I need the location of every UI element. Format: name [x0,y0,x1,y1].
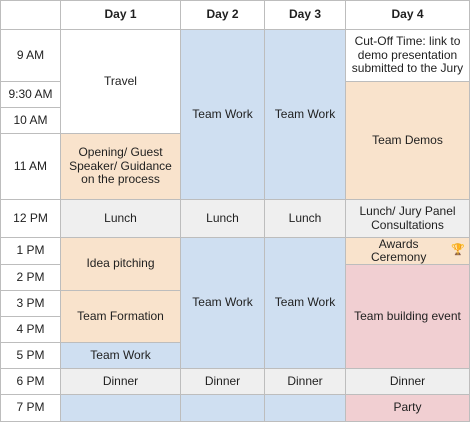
time-10am: 10 AM [0,107,61,134]
time-7pm: 7 PM [0,394,61,422]
day1-lunch: Lunch [60,199,181,238]
day4-cutoff-time: Cut-Off Time: link to demo presentation submitted to the Jury [345,29,470,82]
day1-travel: Travel [60,29,181,134]
day-3-header: Day 3 [264,0,346,30]
trophy-icon: 🏆 [451,244,465,257]
day-2-header: Day 2 [180,0,265,30]
day2-7pm [180,394,265,422]
day4-awards-ceremony [345,237,470,265]
day3-lunch: Lunch [264,199,346,238]
time-5pm: 5 PM [0,342,61,369]
time-9am: 9 AM [0,29,61,82]
day2-team-work-afternoon: Team Work [180,237,265,369]
day-4-header: Day 4 [345,0,470,30]
day1-idea-pitching: Idea pitching [60,237,181,291]
day4-team-building: Team building event [345,264,470,369]
time-3pm: 3 PM [0,290,61,317]
time-12pm: 12 PM [0,199,61,238]
day3-7pm [264,394,346,422]
day1-team-formation: Team Formation [60,290,181,343]
day3-dinner: Dinner [264,368,346,395]
time-2pm: 2 PM [0,264,61,291]
day1-team-work: Team Work [60,342,181,369]
time-6pm: 6 PM [0,368,61,395]
corner-header [0,0,61,30]
day-1-header: Day 1 [60,0,181,30]
time-4pm: 4 PM [0,316,61,343]
time-11am: 11 AM [0,133,61,200]
day2-team-work-morning: Team Work [180,29,265,200]
time-930am: 9:30 AM [0,81,61,108]
day1-7pm [60,394,181,422]
day4-party: Party [345,394,470,422]
time-1pm: 1 PM [0,237,61,265]
day4-dinner: Dinner [345,368,470,395]
day3-team-work-afternoon: Team Work [264,237,346,369]
day2-lunch: Lunch [180,199,265,238]
day1-dinner: Dinner [60,368,181,395]
day1-opening: Opening/ Guest Speaker/ Guidance on the process [60,133,181,200]
day4-lunch-jury: Lunch/ Jury Panel Consultations [345,199,470,238]
day4-team-demos: Team Demos [345,81,470,200]
awards-ceremony-label: Awards Ceremony [370,236,427,264]
day2-dinner: Dinner [180,368,265,395]
day3-team-work-morning: Team Work [264,29,346,200]
